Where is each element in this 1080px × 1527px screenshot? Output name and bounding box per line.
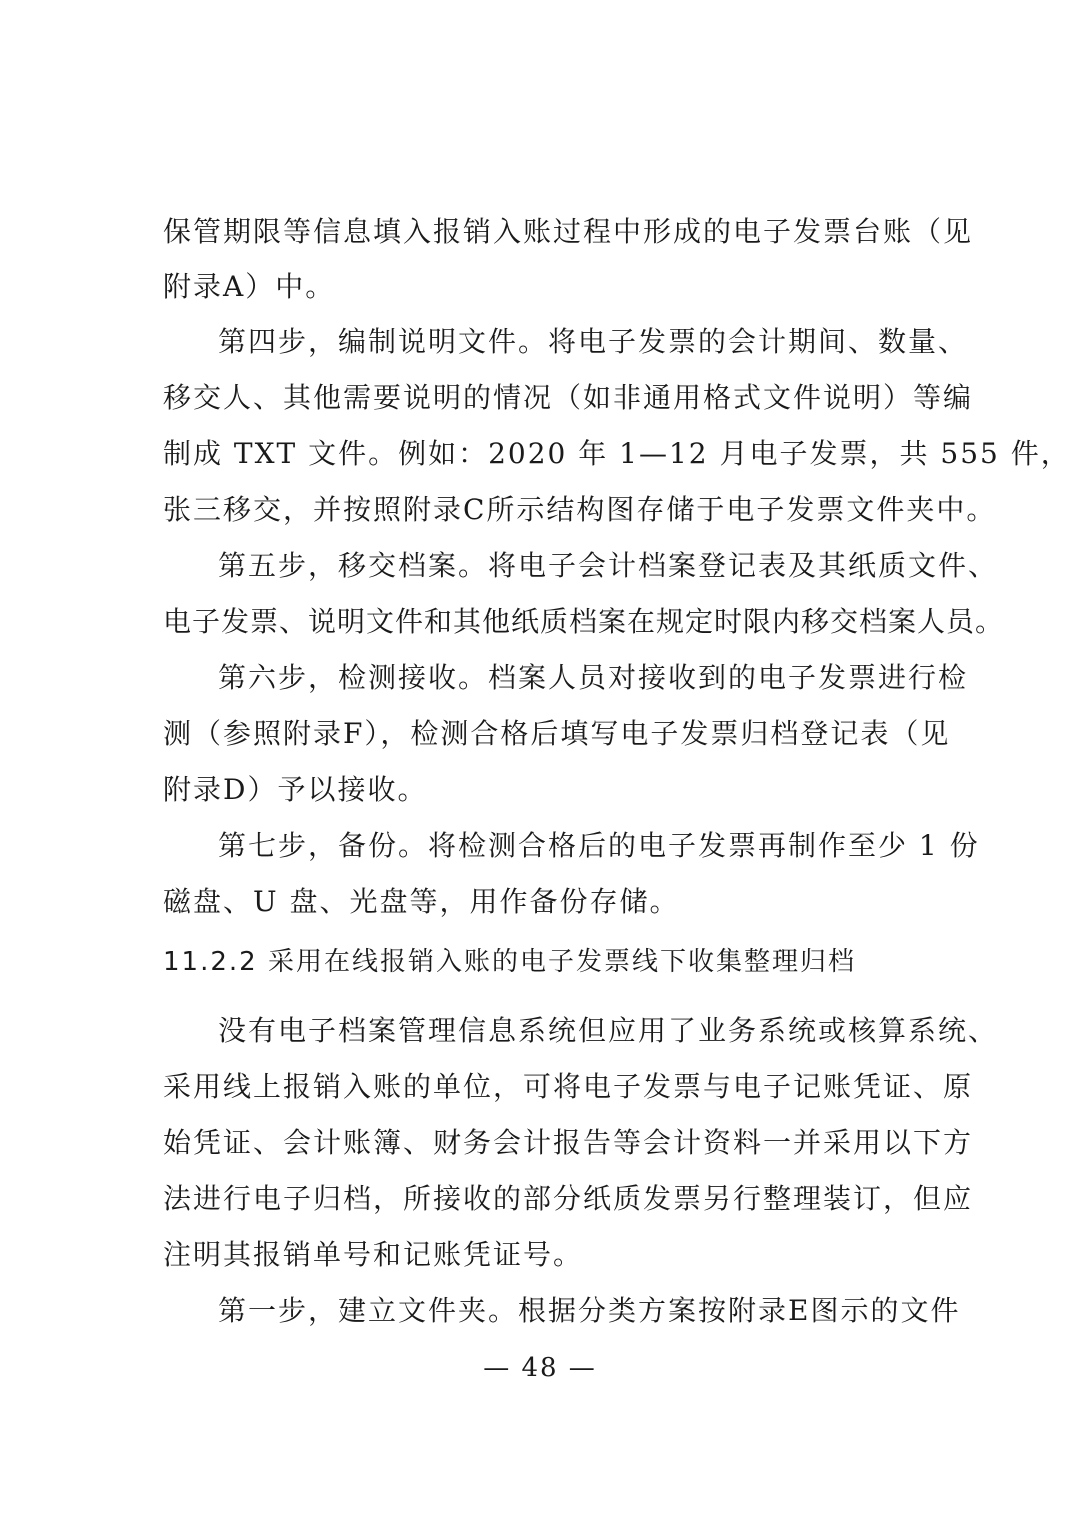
paragraph-line: 没有电子档案管理信息系统但应用了业务系统或核算系统、	[218, 1014, 999, 1047]
paragraph-line: 法进行电子归档，所接收的部分纸质发票另行整理装订，但应	[163, 1182, 974, 1215]
paragraph-line: 第五步，移交档案。将电子会计档案登记表及其纸质文件、	[218, 549, 999, 582]
page-number: — 48 —	[483, 1353, 597, 1383]
paragraph-line: 电子发票、说明文件和其他纸质档案在规定时限内移交档案人员。	[163, 605, 1005, 638]
paragraph-line: 制成 TXT 文件。例如：2020 年 1—12 月电子发票，共 555 件，	[163, 437, 1071, 470]
paragraph-line: 第七步，备份。将检测合格后的电子发票再制作至少 1 份	[218, 829, 980, 862]
paragraph-line: 移交人、其他需要说明的情况（如非通用格式文件说明）等编	[163, 381, 974, 414]
paragraph-line: 磁盘、U 盘、光盘等，用作备份存储。	[163, 885, 680, 918]
paragraph-line: 附录D）予以接收。	[163, 773, 428, 806]
paragraph-line: 采用线上报销入账的单位，可将电子发票与电子记账凭证、原	[163, 1070, 974, 1103]
paragraph-line: 始凭证、会计账簿、财务会计报告等会计资料一并采用以下方	[163, 1126, 974, 1159]
paragraph-line: 注明其报销单号和记账凭证号。	[163, 1238, 584, 1271]
paragraph-line: 测（参照附录F），检测合格后填写电子发票归档登记表（见	[163, 717, 951, 750]
paragraph-line: 第六步，检测接收。档案人员对接收到的电子发票进行检	[218, 661, 969, 694]
paragraph-line: 第一步，建立文件夹。根据分类方案按附录E图示的文件	[218, 1294, 961, 1327]
paragraph-line: 附录A）中。	[163, 270, 336, 303]
paragraph-line: 张三移交，并按照附录C所示结构图存储于电子发票文件夹中。	[163, 493, 997, 526]
paragraph-line: 第四步，编制说明文件。将电子发票的会计期间、数量、	[218, 325, 969, 358]
paragraph-line: 保管期限等信息填入报销入账过程中形成的电子发票台账（见	[163, 215, 974, 248]
section-heading: 11.2.2 采用在线报销入账的电子发票线下收集整理归档	[163, 947, 856, 977]
